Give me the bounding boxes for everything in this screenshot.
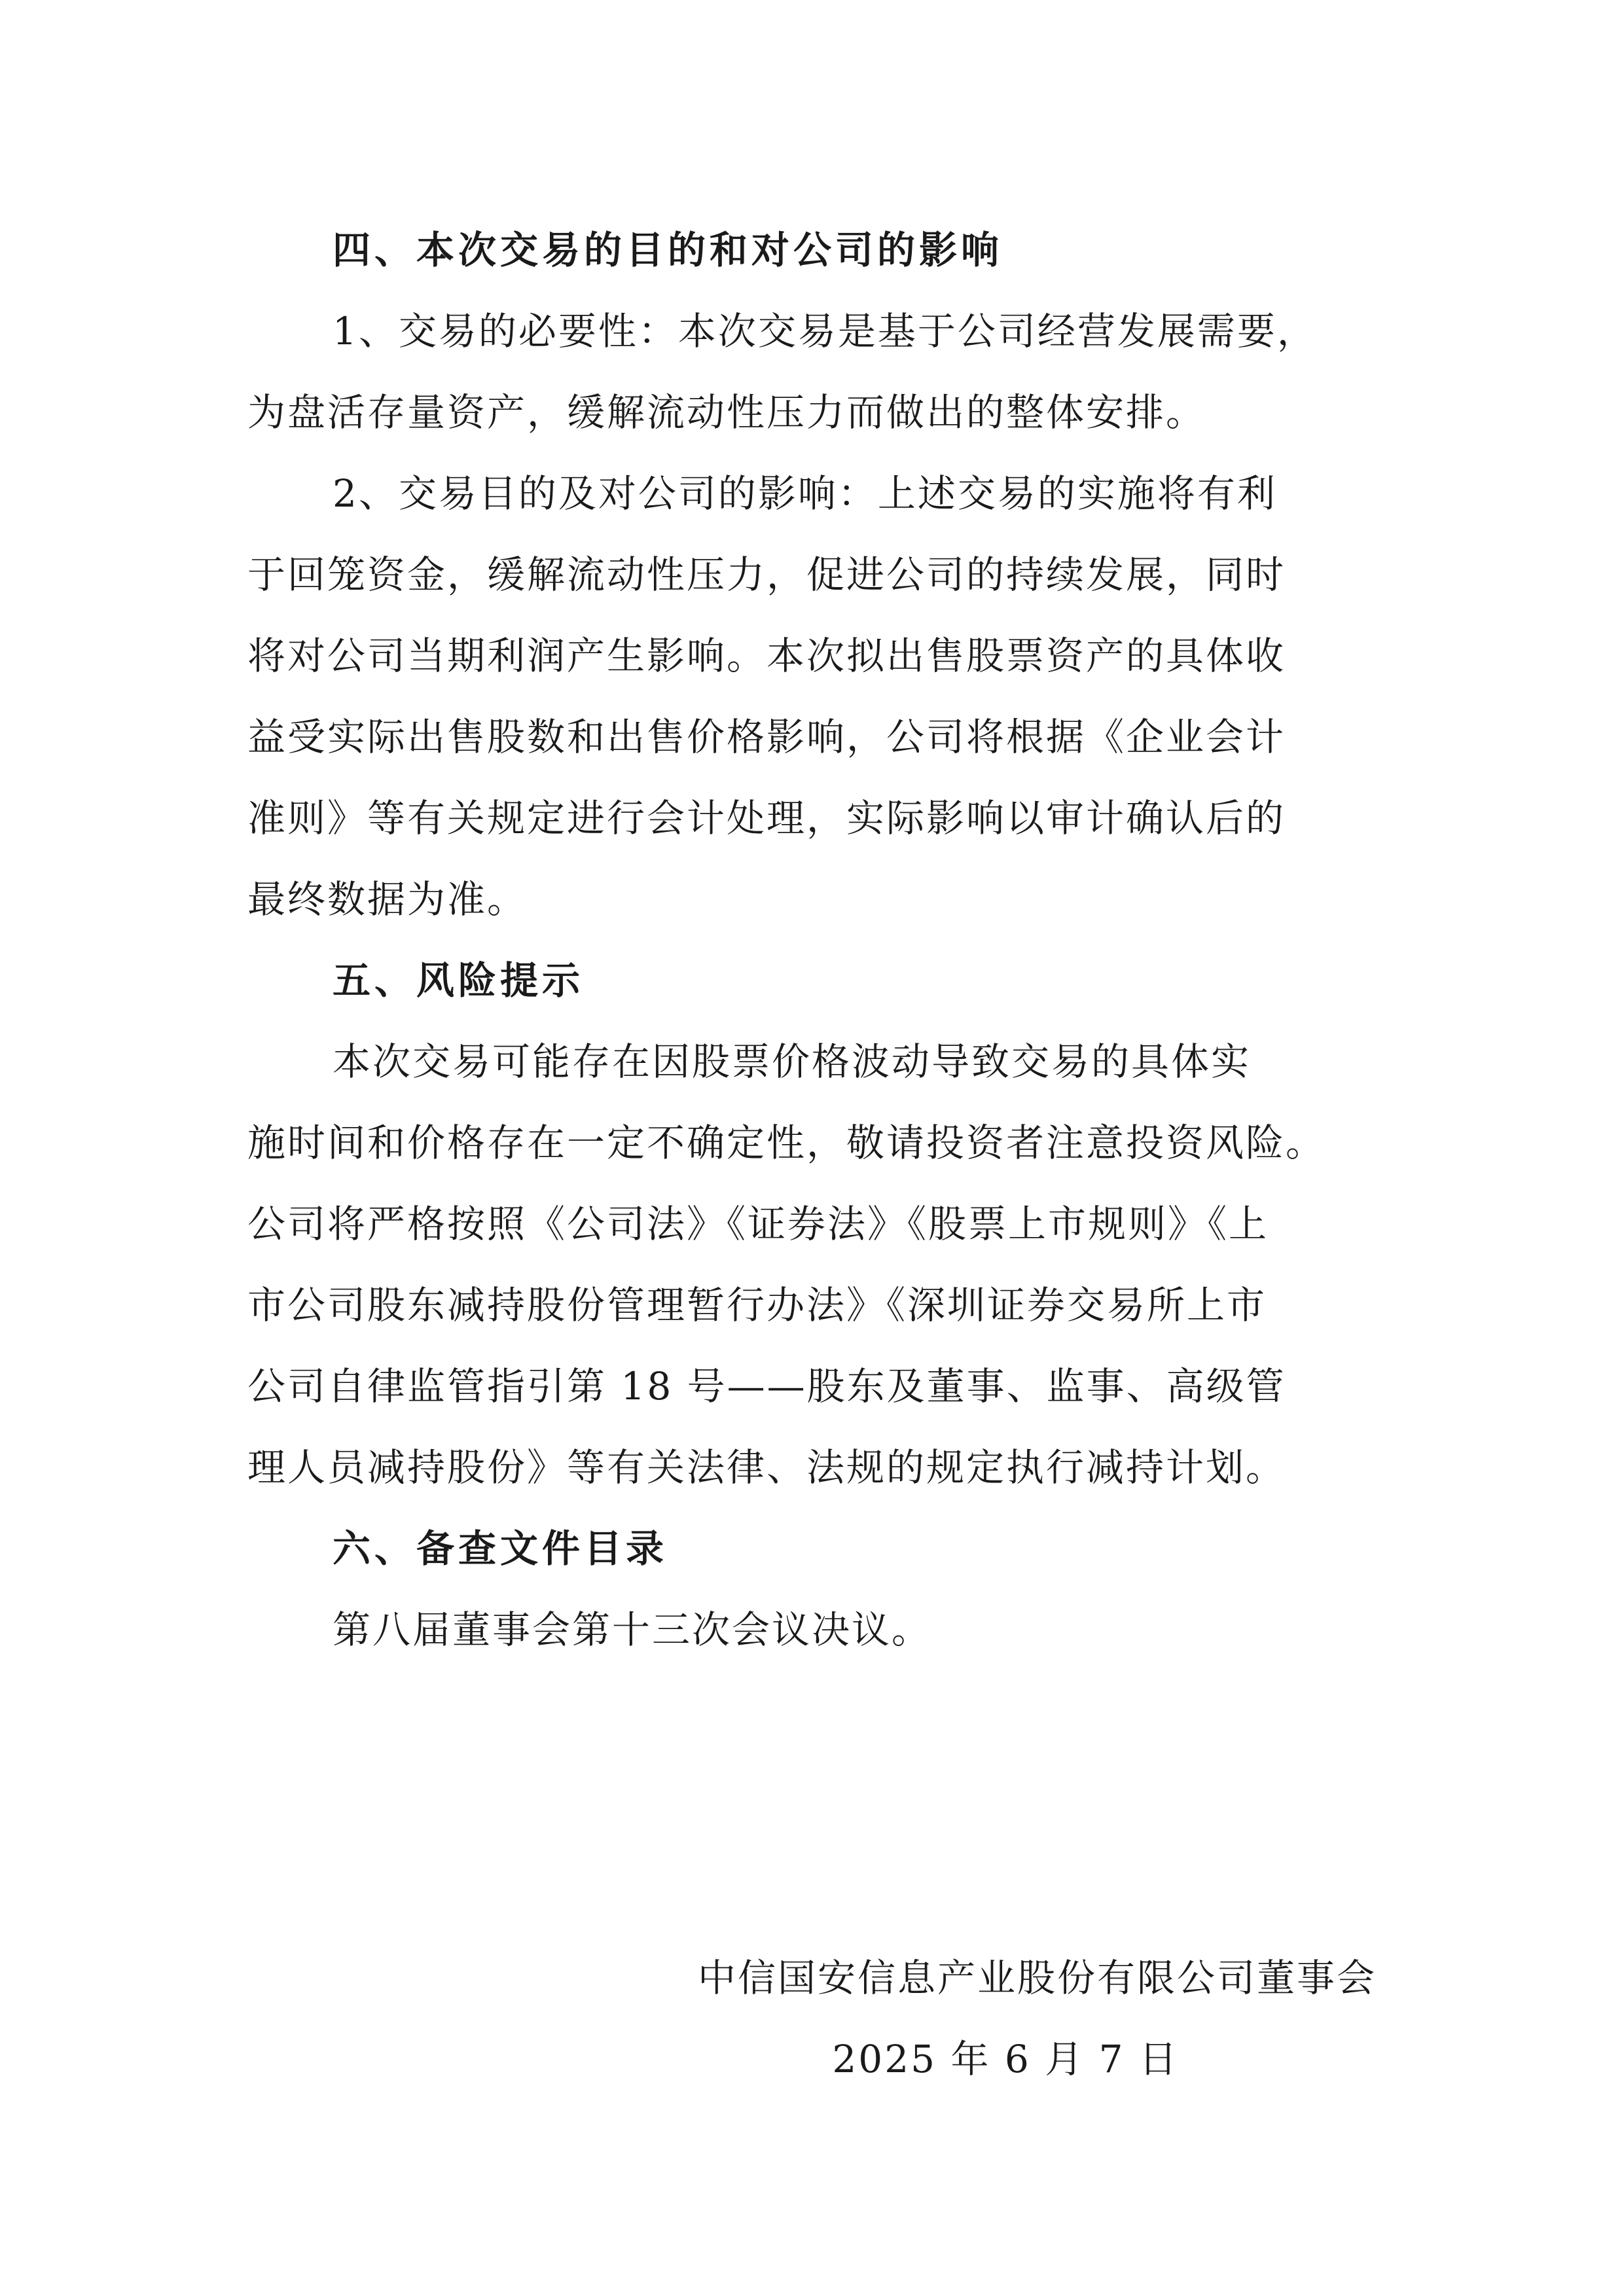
paragraph-line: 第八届董事会第十三次会议决议。 bbox=[333, 1607, 932, 1652]
paragraph-line: 公司将严格按照《公司法》《证券法》《股票上市规则》《上 bbox=[247, 1202, 1269, 1246]
paragraph-line: 市公司股东减持股份管理暂行办法》《深圳证券交易所上市 bbox=[247, 1283, 1267, 1327]
paragraph-line: 2、交易目的及对公司的影响：上述交易的实施将有利 bbox=[333, 471, 1277, 516]
paragraph-line: 益受实际出售股数和出售价格影响，公司将根据《企业会计 bbox=[247, 715, 1286, 759]
section-4-heading: 四、本次交易的目的和对公司的影响 bbox=[333, 228, 1003, 272]
paragraph-line: 施时间和价格存在一定不确定性，敬请投资者注意投资风险。 bbox=[247, 1121, 1326, 1165]
section-5-heading: 五、风险提示 bbox=[333, 958, 585, 1003]
signature-company: 中信国安信息产业股份有限公司董事会 bbox=[697, 1956, 1377, 2000]
document-body bbox=[247, 209, 1375, 1670]
paragraph-line: 最终数据为准。 bbox=[247, 877, 528, 922]
paragraph-line: 公司自律监管指引第 18 号——股东及董事、监事、高级管 bbox=[247, 1364, 1286, 1408]
paragraph-line: 理人员减持股份》等有关法律、法规的规定执行减持计划。 bbox=[247, 1445, 1286, 1490]
paragraph-line: 准则》等有关规定进行会计处理，实际影响以审计确认后的 bbox=[247, 796, 1286, 840]
paragraph-line: 于回笼资金，缓解流动性压力，促进公司的持续发展，同时 bbox=[247, 552, 1286, 597]
paragraph-line: 本次交易可能存在因股票价格波动导致交易的具体实 bbox=[333, 1039, 1252, 1084]
paragraph-line: 1、交易的必要性：本次交易是基于公司经营发展需要， bbox=[333, 309, 1317, 353]
section-6-heading: 六、备查文件目录 bbox=[333, 1526, 668, 1571]
paragraph-line: 为盘活存量资产，缓解流动性压力而做出的整体安排。 bbox=[247, 390, 1206, 435]
paragraph-line: 将对公司当期利润产生影响。本次拟出售股票资产的具体收 bbox=[247, 634, 1286, 678]
signature-date: 2025 年 6 月 7 日 bbox=[832, 2037, 1179, 2081]
